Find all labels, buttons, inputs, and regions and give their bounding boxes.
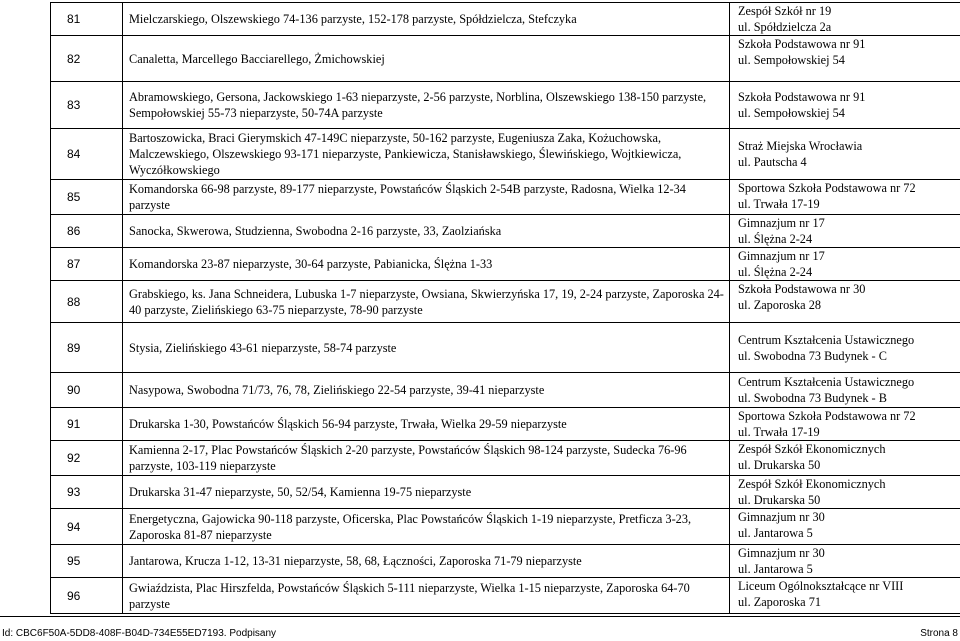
district-streets: Grabskiego, ks. Jana Schneidera, Lubuska 1-7 nieparzyste, Owsiana, Skwierzyńska 17, 19, 2-24 parzyste, Zaporoska 24-40 parzyste, Zielińskiego 63-75 nieparzyste, 78-90 parzyste bbox=[123, 281, 730, 323]
polling-station-name: Gimnazjum nr 17 bbox=[738, 216, 825, 230]
page-footer bbox=[0, 616, 960, 641]
polling-station bbox=[730, 373, 960, 408]
table-row bbox=[51, 373, 960, 408]
district-number: 88 bbox=[51, 281, 123, 323]
district-number: 81 bbox=[51, 3, 123, 36]
polling-station-name: Szkoła Podstawowa nr 91 bbox=[738, 37, 865, 51]
polling-station-address: ul. Trwała 17-19 bbox=[738, 425, 820, 439]
district-number: 95 bbox=[51, 545, 123, 578]
table-row bbox=[51, 441, 960, 476]
polling-station-name: Gimnazjum nr 17 bbox=[738, 249, 825, 263]
table-row bbox=[51, 545, 960, 578]
polling-station bbox=[730, 408, 960, 441]
table-row bbox=[51, 578, 960, 614]
district-number: 93 bbox=[51, 476, 123, 509]
district-streets: Stysia, Zielińskiego 43-61 nieparzyste, 58-74 parzyste bbox=[123, 323, 730, 373]
polling-station-name: Gimnazjum nr 30 bbox=[738, 510, 825, 524]
district-streets: Drukarska 1-30, Powstańców Śląskich 56-94 parzyste, Trwała, Wielka 29-59 nieparzyste bbox=[123, 408, 730, 441]
district-streets: Mielczarskiego, Olszewskiego 74-136 parzyste, 152-178 parzyste, Spółdzielcza, Stefczyka bbox=[123, 3, 730, 36]
polling-station bbox=[730, 129, 960, 180]
polling-station-name: Sportowa Szkoła Podstawowa nr 72 bbox=[738, 409, 916, 423]
polling-station-name: Zespół Szkół Ekonomicznych bbox=[738, 442, 886, 456]
polling-station-name: Zespół Szkół nr 19 bbox=[738, 4, 831, 18]
table-row bbox=[51, 509, 960, 545]
district-streets: Sanocka, Skwerowa, Studzienna, Swobodna 2-16 parzyste, 33, Zaolziańska bbox=[123, 215, 730, 248]
polling-station-name: Szkoła Podstawowa nr 30 bbox=[738, 282, 865, 296]
district-streets: Energetyczna, Gajowicka 90-118 parzyste, Oficerska, Plac Powstańców Śląskich 1-19 nieparzyste, Pretficza 3-23, Zaporoska 81-87 nieparzyste bbox=[123, 509, 730, 545]
district-number: 82 bbox=[51, 36, 123, 82]
page-number: Strona 8 bbox=[920, 628, 958, 639]
polling-station bbox=[730, 180, 960, 215]
polling-station-address: ul. Spółdzielcza 2a bbox=[738, 20, 831, 34]
polling-station-address: ul. Trwała 17-19 bbox=[738, 197, 820, 211]
polling-station-address: ul. Pautscha 4 bbox=[738, 155, 807, 169]
table-row bbox=[51, 3, 960, 36]
district-streets: Komandorska 66-98 parzyste, 89-177 nieparzyste, Powstańców Śląskich 2-54B parzyste, Radosna, Wielka 12-34 parzyste bbox=[123, 180, 730, 215]
polling-station-name: Centrum Kształcenia Ustawicznego bbox=[738, 333, 914, 347]
polling-station-address: ul. Ślężna 2-24 bbox=[738, 232, 812, 246]
district-number: 90 bbox=[51, 373, 123, 408]
polling-station-address: ul. Sempołowskiej 54 bbox=[738, 106, 845, 120]
district-number: 87 bbox=[51, 248, 123, 281]
table-row bbox=[51, 180, 960, 215]
district-number: 96 bbox=[51, 578, 123, 614]
polling-station-address: ul. Jantarowa 5 bbox=[738, 562, 813, 576]
district-number: 86 bbox=[51, 215, 123, 248]
table-row bbox=[51, 476, 960, 509]
table-row bbox=[51, 82, 960, 129]
polling-station-address: ul. Zaporoska 71 bbox=[738, 595, 821, 609]
document-id: Id: CBC6F50A-5DD8-408F-B04D-734E55ED7193. Podpisany bbox=[2, 628, 276, 639]
polling-station-address: ul. Zaporoska 28 bbox=[738, 298, 821, 312]
table-row bbox=[51, 281, 960, 323]
polling-station-name: Straż Miejska Wrocławia bbox=[738, 139, 862, 153]
polling-station-name: Centrum Kształcenia Ustawicznego bbox=[738, 375, 914, 389]
polling-station-address: ul. Drukarska 50 bbox=[738, 458, 820, 472]
polling-station-address: ul. Jantarowa 5 bbox=[738, 526, 813, 540]
polling-station-address: ul. Swobodna 73 Budynek - B bbox=[738, 391, 887, 405]
table-row bbox=[51, 215, 960, 248]
polling-station-name: Sportowa Szkoła Podstawowa nr 72 bbox=[738, 181, 916, 195]
polling-station-address: ul. Sempołowskiej 54 bbox=[738, 53, 845, 67]
polling-station-address: ul. Swobodna 73 Budynek - C bbox=[738, 349, 887, 363]
district-table bbox=[50, 2, 960, 614]
polling-station bbox=[730, 323, 960, 373]
polling-station bbox=[730, 441, 960, 476]
district-number: 84 bbox=[51, 129, 123, 180]
district-streets: Canaletta, Marcellego Bacciarellego, Żmichowskiej bbox=[123, 36, 730, 82]
table-row bbox=[51, 323, 960, 373]
polling-station-name: Szkoła Podstawowa nr 91 bbox=[738, 90, 865, 104]
table-row bbox=[51, 36, 960, 82]
polling-station bbox=[730, 578, 960, 614]
district-number: 85 bbox=[51, 180, 123, 215]
district-number: 94 bbox=[51, 509, 123, 545]
table-row bbox=[51, 248, 960, 281]
table-row bbox=[51, 129, 960, 180]
polling-station bbox=[730, 215, 960, 248]
polling-station-name: Gimnazjum nr 30 bbox=[738, 546, 825, 560]
district-streets: Drukarska 31-47 nieparzyste, 50, 52/54, Kamienna 19-75 nieparzyste bbox=[123, 476, 730, 509]
polling-station bbox=[730, 476, 960, 509]
district-number: 83 bbox=[51, 82, 123, 129]
district-streets: Jantarowa, Krucza 1-12, 13-31 nieparzyste, 58, 68, Łączności, Zaporoska 71-79 nieparzyste bbox=[123, 545, 730, 578]
polling-station bbox=[730, 3, 960, 36]
district-number: 91 bbox=[51, 408, 123, 441]
polling-station bbox=[730, 82, 960, 129]
polling-station-name: Liceum Ogólnokształcące nr VIII bbox=[738, 579, 903, 593]
district-streets: Komandorska 23-87 nieparzyste, 30-64 parzyste, Pabianicka, Ślężna 1-33 bbox=[123, 248, 730, 281]
district-streets: Nasypowa, Swobodna 71/73, 76, 78, Zielińskiego 22-54 parzyste, 39-41 nieparzyste bbox=[123, 373, 730, 408]
table-row bbox=[51, 408, 960, 441]
polling-station-address: ul. Ślężna 2-24 bbox=[738, 265, 812, 279]
district-streets: Bartoszowicka, Braci Gierymskich 47-149C nieparzyste, 50-162 parzyste, Eugeniusza Zaka, Kożuchowska, Malczewskiego, Olszewskiego 93-171 nieparzyste, Pankiewicza, Stanisławskiego, Ślewińskiego, Wojtkiewicza, Wyczółkowskiego bbox=[123, 129, 730, 180]
polling-station bbox=[730, 248, 960, 281]
district-number: 92 bbox=[51, 441, 123, 476]
district-streets: Gwiaździsta, Plac Hirszfelda, Powstańców Śląskich 5-111 nieparzyste, Wielka 1-15 nieparzyste, Zaporoska 64-70 parzyste bbox=[123, 578, 730, 614]
district-streets: Abramowskiego, Gersona, Jackowskiego 1-63 nieparzyste, 2-56 parzyste, Norblina, Olszewskiego 138-150 parzyste, Sempołowskiej 55-73 nieparzyste, 50-74A parzyste bbox=[123, 82, 730, 129]
polling-station bbox=[730, 545, 960, 578]
polling-station bbox=[730, 36, 960, 82]
polling-station-address: ul. Drukarska 50 bbox=[738, 493, 820, 507]
district-streets: Kamienna 2-17, Plac Powstańców Śląskich 2-20 parzyste, Powstańców Śląskich 98-124 parzyste, Sudecka 76-96 parzyste, 103-119 nieparzyste bbox=[123, 441, 730, 476]
district-number: 89 bbox=[51, 323, 123, 373]
polling-station-name: Zespół Szkół Ekonomicznych bbox=[738, 477, 886, 491]
polling-station bbox=[730, 281, 960, 323]
polling-station bbox=[730, 509, 960, 545]
